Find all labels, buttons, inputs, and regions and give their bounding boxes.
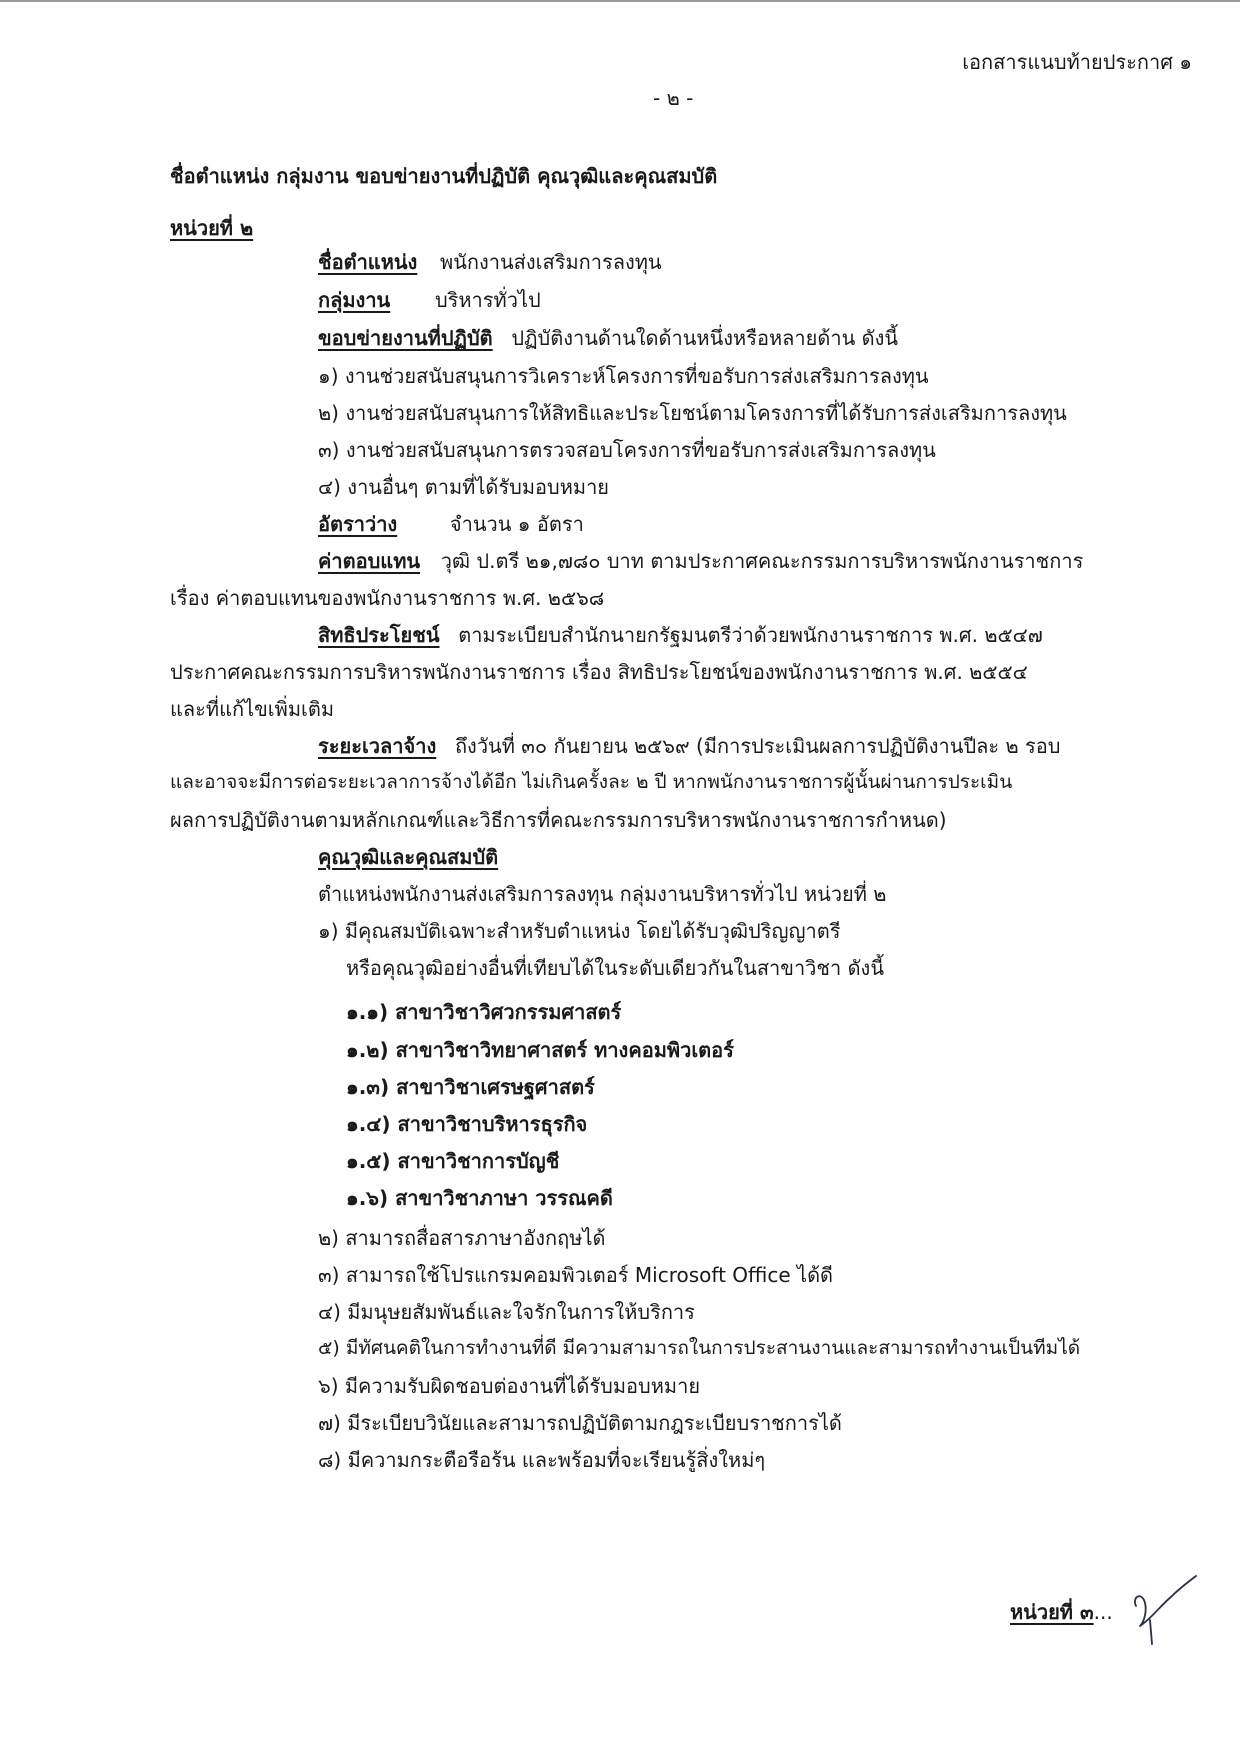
position-value: พนักงานส่งเสริมการลงทุน bbox=[440, 250, 662, 274]
scope-item: ๒) งานช่วยสนับสนุนการให้สิทธิและประโยชน์ตามโครงการที่ได้รับการส่งเสริมการลงทุน bbox=[318, 401, 1067, 425]
employment-period-line2: และอาจจะมีการต่อระยะเวลาการจ้างได้อีก ไม่เกินครั้งละ ๒ ปี หากพนักงานราชการผู้นั้นผ่านการประเมิน bbox=[170, 771, 1013, 793]
compensation-line1: วุฒิ ป.ตรี ๒๑,๗๘๐ บาท ตามประกาศคณะกรรมการบริหารพนักงานราชการ bbox=[440, 549, 1084, 573]
qualification-item: ๒) สามารถสื่อสารภาษาอังกฤษได้ bbox=[318, 1226, 606, 1250]
next-unit-ellipsis: ... bbox=[1093, 1600, 1113, 1624]
qualification-field: ๑.๕) สาขาวิชาการบัญชี bbox=[346, 1149, 560, 1173]
benefits-line3: และที่แก้ไขเพิ่มเติม bbox=[170, 697, 335, 721]
qualification-field: ๑.๑) สาขาวิชาวิศวกรรมศาสตร์ bbox=[346, 1000, 622, 1024]
attachment-label: เอกสารแนบท้ายประกาศ ๑ bbox=[962, 50, 1192, 74]
benefits-label: สิทธิประโยชน์ bbox=[318, 623, 440, 647]
qualifications-intro: ตำแหน่งพนักงานส่งเสริมการลงทุน กลุ่มงานบริหารทั่วไป หน่วยที่ ๒ bbox=[318, 882, 887, 906]
qualification-item-continuation: หรือคุณวุฒิอย่างอื่นที่เทียบได้ในระดับเดียวกันในสาขาวิชา ดังนี้ bbox=[346, 956, 884, 980]
benefits-line2: ประกาศคณะกรรมการบริหารพนักงานราชการ เรื่อง สิทธิประโยชน์ของพนักงานราชการ พ.ศ. ๒๕๕๔ bbox=[170, 660, 1028, 684]
scope-item: ๑) งานช่วยสนับสนุนการวิเคราะห์โครงการที่ขอรับการส่งเสริมการลงทุน bbox=[318, 364, 929, 388]
employment-period-label: ระยะเวลาจ้าง bbox=[318, 734, 437, 758]
footer-next-unit bbox=[1010, 1600, 1113, 1624]
group-row bbox=[318, 288, 541, 312]
scope-intro: ปฏิบัติงานด้านใดด้านหนึ่งหรือหลายด้าน ดังนี้ bbox=[511, 326, 899, 350]
qualification-item: ๖) มีความรับผิดชอบต่องานที่ได้รับมอบหมาย bbox=[318, 1374, 701, 1398]
employment-period-line3: ผลการปฏิบัติงานตามหลักเกณฑ์และวิธีการที่คณะกรรมการบริหารพนักงานราชการกำหนด) bbox=[170, 808, 947, 832]
document-title: ชื่อตำแหน่ง กลุ่มงาน ขอบข่ายงานที่ปฏิบัติ คุณวุฒิและคุณสมบัติ bbox=[170, 164, 718, 188]
signature-mark bbox=[1130, 1572, 1204, 1652]
qualification-field: ๑.๖) สาขาวิชาภาษา วรรณคดี bbox=[346, 1186, 613, 1210]
qualification-item: ๗) มีระเบียบวินัยและสามารถปฏิบัติตามกฎระเบียบราชการได้ bbox=[318, 1411, 842, 1435]
qualifications-label: คุณวุฒิและคุณสมบัติ bbox=[318, 845, 499, 869]
position-row bbox=[318, 250, 662, 274]
next-unit-label: หน่วยที่ ๓ bbox=[1010, 1600, 1094, 1624]
group-label: กลุ่มงาน bbox=[318, 288, 391, 312]
employment-period-row bbox=[318, 734, 1061, 758]
qualification-item: ๑) มีคุณสมบัติเฉพาะสำหรับตำแหน่ง โดยได้รับวุฒิปริญญาตรี bbox=[318, 919, 841, 943]
scope-row bbox=[318, 326, 898, 350]
position-label: ชื่อตำแหน่ง bbox=[318, 250, 418, 274]
qualification-item: ๔) มีมนุษยสัมพันธ์และใจรักในการให้บริการ bbox=[318, 1300, 695, 1324]
scope-item: ๓) งานช่วยสนับสนุนการตรวจสอบโครงการที่ขอรับการส่งเสริมการลงทุน bbox=[318, 438, 936, 462]
vacancy-value: จำนวน ๑ อัตรา bbox=[449, 512, 584, 536]
vacancy-row bbox=[318, 512, 584, 536]
qualification-field: ๑.๔) สาขาวิชาบริหารธุรกิจ bbox=[346, 1112, 588, 1136]
qualification-field: ๑.๓) สาขาวิชาเศรษฐศาสตร์ bbox=[346, 1075, 595, 1099]
qualification-item: ๘) มีความกระตือรือร้น และพร้อมที่จะเรียนรู้สิ่งใหม่ๆ bbox=[318, 1448, 766, 1472]
qualification-item: ๕) มีทัศนคติในการทำงานที่ดี มีความสามารถในการประสานงานและสามารถทำงานเป็นทีมได้ bbox=[318, 1337, 1081, 1359]
unit-heading: หน่วยที่ ๒ bbox=[170, 216, 254, 240]
page-number: - ๒ - bbox=[653, 86, 694, 110]
vacancy-label: อัตราว่าง bbox=[318, 512, 398, 536]
group-value: บริหารทั่วไป bbox=[434, 288, 541, 312]
compensation-line2: เรื่อง ค่าตอบแทนของพนักงานราชการ พ.ศ. ๒๕๖๘ bbox=[170, 586, 605, 610]
scope-label: ขอบข่ายงานที่ปฏิบัติ bbox=[318, 326, 493, 350]
employment-period-line1: ถึงวันที่ ๓๐ กันยายน ๒๕๖๙ (มีการประเมินผลการปฏิบัติงานปีละ ๒ รอบ bbox=[454, 734, 1061, 758]
qualification-item: ๓) สามารถใช้โปรแกรมคอมพิวเตอร์ Microsoft Office ได้ดี bbox=[318, 1263, 834, 1287]
compensation-label: ค่าตอบแทน bbox=[318, 549, 421, 573]
benefits-row bbox=[318, 623, 1043, 647]
page-top-edge bbox=[0, 0, 1240, 2]
qualification-field: ๑.๒) สาขาวิชาวิทยาศาสตร์ ทางคอมพิวเตอร์ bbox=[346, 1038, 734, 1062]
compensation-row bbox=[318, 549, 1083, 573]
benefits-line1: ตามระเบียบสำนักนายกรัฐมนตรีว่าด้วยพนักงานราชการ พ.ศ. ๒๕๔๗ bbox=[458, 623, 1043, 647]
scope-item: ๔) งานอื่นๆ ตามที่ได้รับมอบหมาย bbox=[318, 475, 610, 499]
